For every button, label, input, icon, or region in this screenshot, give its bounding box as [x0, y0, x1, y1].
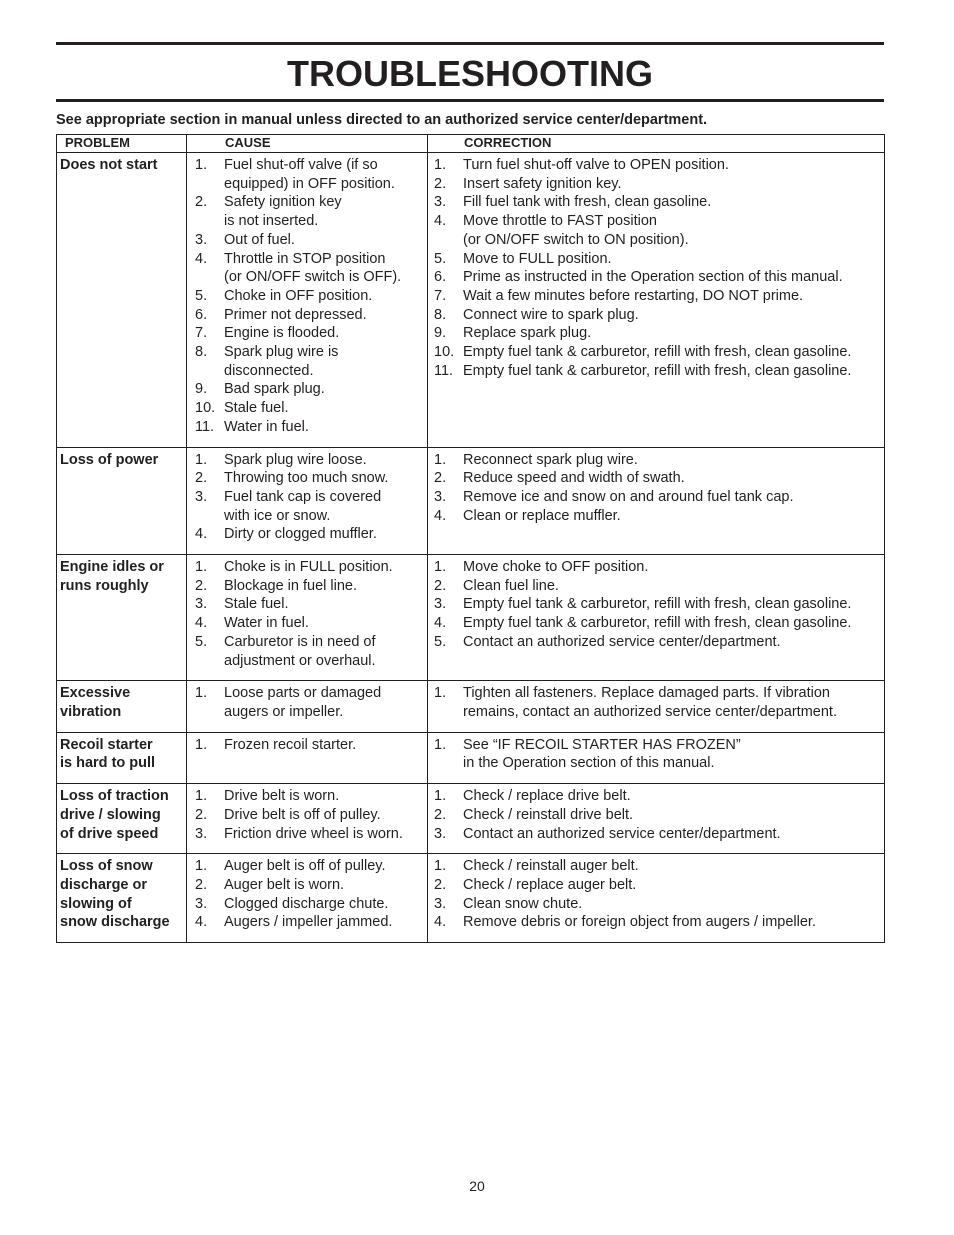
header-cause: CAUSE	[187, 135, 428, 153]
cause-text: Water in fuel.	[224, 418, 309, 435]
troubleshooting-table	[56, 134, 885, 943]
cause-text: Fuel shut-off valve (if so equipped) in OFF position.	[224, 157, 395, 192]
correction-text: Empty fuel tank & carburetor, refill with fresh, clean gasoline.	[463, 615, 852, 632]
problem-cell	[57, 681, 187, 732]
cause-text: Bad spark plug.	[224, 381, 325, 398]
cause-item	[195, 633, 425, 670]
correction-item	[434, 684, 882, 721]
cause-number: 3.	[195, 596, 208, 613]
correction-number: 2.	[434, 806, 447, 823]
correction-item	[434, 595, 882, 614]
correction-text: Turn fuel shut-off valve to OPEN position.	[463, 157, 729, 173]
correction-text: Remove debris or foreign object from augers / impeller.	[463, 914, 816, 931]
cause-item	[195, 913, 425, 932]
table-body	[57, 153, 885, 943]
correction-text: Fill fuel tank with fresh, clean gasoline.	[463, 194, 712, 211]
cause-item	[195, 825, 425, 844]
cause-item	[195, 380, 425, 399]
correction-item	[434, 250, 882, 269]
problem-label: Does not start	[60, 157, 158, 173]
correction-number: 8.	[434, 306, 447, 323]
cause-text: Carburetor is in need of adjustment or overhaul.	[224, 633, 376, 669]
correction-text: Replace spark plug.	[463, 325, 592, 342]
problem-cell	[57, 732, 187, 783]
page-number: 20	[469, 1178, 485, 1194]
problem-cell	[57, 153, 187, 448]
correction-item	[434, 469, 882, 488]
cause-text: Stale fuel.	[224, 400, 289, 417]
correction-item	[434, 343, 882, 362]
cause-item	[195, 193, 425, 230]
cause-number: 9.	[195, 381, 208, 398]
cause-item	[195, 595, 425, 614]
correction-number: 3.	[434, 596, 447, 613]
correction-text: See “IF RECOIL STARTER HAS FROZEN” in the Operation section of this manual.	[463, 736, 741, 772]
correction-item	[434, 787, 882, 806]
correction-text: Connect wire to spark plug.	[463, 306, 639, 323]
correction-item	[434, 175, 882, 194]
table-row	[57, 681, 885, 732]
cause-text: Drive belt is off of pulley.	[224, 806, 381, 823]
cause-cell	[187, 681, 428, 732]
correction-item	[434, 633, 882, 652]
cause-text: Fuel tank cap is covered with ice or snow.	[224, 488, 382, 524]
cause-item	[195, 876, 425, 895]
correction-cell	[428, 153, 885, 448]
cause-number: 2.	[195, 194, 208, 211]
cause-number: 4.	[195, 250, 208, 267]
cause-text: Dirty or clogged muffler.	[224, 526, 377, 543]
cause-number: 2.	[195, 806, 208, 823]
page-header	[56, 42, 884, 102]
correction-number: 1.	[434, 858, 447, 875]
correction-text: Clean fuel line.	[463, 577, 559, 594]
problem-label: Loss of traction drive / slowing of drive speed	[60, 788, 169, 842]
cause-number: 3.	[195, 488, 208, 505]
correction-text: Move to FULL position.	[463, 250, 612, 267]
cause-cell	[187, 447, 428, 555]
correction-number: 3.	[434, 895, 447, 912]
correction-number: 9.	[434, 325, 447, 342]
cause-cell	[187, 784, 428, 854]
cause-item	[195, 469, 425, 488]
correction-item	[434, 558, 882, 577]
correction-number: 5.	[434, 633, 447, 650]
correction-cell	[428, 681, 885, 732]
correction-item	[434, 212, 882, 249]
cause-item	[195, 418, 425, 437]
cause-text: Throttle in STOP position (or ON/OFF switch is OFF).	[224, 250, 402, 286]
correction-text: Clean or replace muffler.	[463, 507, 621, 524]
correction-number: 6.	[434, 269, 447, 286]
correction-item	[434, 324, 882, 343]
correction-text: Reconnect spark plug wire.	[463, 451, 638, 468]
cause-number: 5.	[195, 633, 208, 650]
correction-item	[434, 268, 882, 287]
problem-cell	[57, 854, 187, 943]
correction-item	[434, 614, 882, 633]
correction-text: Clean snow chute.	[463, 895, 583, 912]
correction-item	[434, 156, 882, 175]
problem-cell	[57, 447, 187, 555]
correction-item	[434, 193, 882, 212]
correction-item	[434, 306, 882, 325]
correction-cell	[428, 447, 885, 555]
cause-text: Engine is flooded.	[224, 325, 340, 342]
cause-item	[195, 451, 425, 470]
cause-number: 11.	[195, 418, 215, 435]
cause-number: 2.	[195, 876, 208, 893]
cause-item	[195, 857, 425, 876]
correction-text: Prime as instructed in the Operation section of this manual.	[463, 269, 843, 286]
cause-number: 1.	[195, 858, 208, 875]
cause-item	[195, 287, 425, 306]
cause-text: Choke in OFF position.	[224, 287, 373, 304]
cause-number: 3.	[195, 895, 208, 912]
problem-label: Loss of power	[60, 451, 159, 468]
correction-number: 10.	[434, 344, 455, 361]
cause-number: 1.	[195, 559, 208, 576]
correction-number: 1.	[434, 685, 447, 702]
cause-text: Out of fuel.	[224, 231, 295, 248]
correction-text: Wait a few minutes before restarting, DO NOT prime.	[463, 287, 804, 304]
correction-item	[434, 507, 882, 526]
cause-cell	[187, 854, 428, 943]
cause-number: 2.	[195, 577, 208, 594]
correction-text: Check / reinstall auger belt.	[463, 858, 639, 875]
table-row	[57, 153, 885, 448]
intro-text: See appropriate section in manual unless directed to an authorized service center/department.	[56, 112, 708, 128]
cause-text: Friction drive wheel is worn.	[224, 825, 403, 842]
table-row	[57, 447, 885, 555]
table-header-row	[57, 135, 885, 153]
correction-cell	[428, 732, 885, 783]
correction-text: Reduce speed and width of swath.	[463, 470, 685, 487]
problem-cell	[57, 555, 187, 681]
cause-text: Throwing too much snow.	[224, 470, 389, 487]
cause-item	[195, 577, 425, 596]
correction-number: 4.	[434, 615, 447, 632]
correction-number: 3.	[434, 488, 447, 505]
cause-number: 6.	[195, 306, 208, 323]
cause-number: 8.	[195, 344, 208, 361]
correction-text: Empty fuel tank & carburetor, refill with fresh, clean gasoline.	[463, 362, 852, 379]
correction-item	[434, 736, 882, 773]
correction-number: 1.	[434, 559, 447, 576]
cause-number: 1.	[195, 157, 208, 173]
page-title: TROUBLESHOOTING	[287, 53, 653, 94]
correction-number: 2.	[434, 175, 447, 192]
cause-number: 3.	[195, 231, 208, 248]
cause-item	[195, 806, 425, 825]
correction-text: Check / replace drive belt.	[463, 788, 631, 805]
correction-text: Empty fuel tank & carburetor, refill with fresh, clean gasoline.	[463, 596, 852, 613]
cause-item	[195, 558, 425, 577]
cause-item	[195, 399, 425, 418]
cause-item	[195, 156, 425, 193]
correction-text: Move throttle to FAST position (or ON/OFF switch to ON position).	[463, 213, 689, 248]
problem-label: Loss of snow discharge or slowing of snow discharge	[60, 858, 170, 931]
correction-number: 11.	[434, 362, 454, 379]
cause-text: Augers / impeller jammed.	[224, 914, 393, 931]
cause-text: Drive belt is worn.	[224, 788, 340, 805]
correction-number: 3.	[434, 825, 447, 842]
cause-text: Auger belt is worn.	[224, 876, 345, 893]
header-problem: PROBLEM	[57, 135, 187, 153]
correction-item	[434, 488, 882, 507]
correction-cell	[428, 555, 885, 681]
correction-text: Empty fuel tank & carburetor, refill with fresh, clean gasoline.	[463, 344, 852, 361]
correction-text: Remove ice and snow on and around fuel tank cap.	[463, 488, 794, 505]
correction-cell	[428, 784, 885, 854]
correction-item	[434, 876, 882, 895]
correction-text: Contact an authorized service center/department.	[463, 633, 781, 650]
cause-number: 1.	[195, 685, 208, 702]
cause-cell	[187, 732, 428, 783]
cause-item	[195, 488, 425, 525]
correction-item	[434, 806, 882, 825]
correction-number: 5.	[434, 250, 447, 267]
correction-number: 7.	[434, 287, 447, 304]
cause-number: 4.	[195, 615, 208, 632]
correction-number: 1.	[434, 736, 447, 753]
correction-item	[434, 287, 882, 306]
correction-text: Insert safety ignition key.	[463, 175, 622, 192]
table-row	[57, 732, 885, 783]
cause-text: Water in fuel.	[224, 615, 309, 632]
cause-text: Choke is in FULL position.	[224, 559, 393, 576]
cause-text: Safety ignition key is not inserted.	[224, 194, 342, 230]
correction-number: 4.	[434, 213, 447, 230]
cause-item	[195, 614, 425, 633]
cause-number: 7.	[195, 325, 208, 342]
cause-cell	[187, 153, 428, 448]
cause-item	[195, 306, 425, 325]
correction-item	[434, 825, 882, 844]
cause-text: Primer not depressed.	[224, 306, 367, 323]
correction-number: 3.	[434, 194, 447, 211]
correction-item	[434, 362, 882, 381]
correction-item	[434, 577, 882, 596]
cause-number: 1.	[195, 736, 208, 753]
correction-item	[434, 857, 882, 876]
header-correction: CORRECTION	[428, 135, 885, 153]
correction-text: Check / reinstall drive belt.	[463, 806, 634, 823]
correction-number: 2.	[434, 470, 447, 487]
correction-number: 4.	[434, 507, 447, 524]
cause-item	[195, 787, 425, 806]
cause-cell	[187, 555, 428, 681]
cause-text: Blockage in fuel line.	[224, 577, 357, 594]
correction-text: Tighten all fasteners. Replace damaged parts. If vibration remains, contact an authorized service center/department.	[463, 685, 837, 720]
cause-item	[195, 250, 425, 287]
cause-item	[195, 736, 425, 755]
cause-number: 4.	[195, 526, 208, 543]
correction-text: Contact an authorized service center/department.	[463, 825, 781, 842]
table-row	[57, 784, 885, 854]
cause-number: 10.	[195, 400, 216, 417]
cause-text: Frozen recoil starter.	[224, 736, 357, 753]
cause-item	[195, 231, 425, 250]
cause-number: 1.	[195, 451, 208, 468]
correction-number: 1.	[434, 451, 447, 468]
cause-number: 2.	[195, 470, 208, 487]
cause-number: 4.	[195, 914, 208, 931]
correction-text: Check / replace auger belt.	[463, 876, 637, 893]
cause-text: Loose parts or damaged augers or impeller.	[224, 685, 382, 720]
cause-item	[195, 324, 425, 343]
cause-text: Spark plug wire loose.	[224, 451, 367, 468]
correction-item	[434, 913, 882, 932]
correction-number: 1.	[434, 788, 447, 805]
correction-number: 2.	[434, 577, 447, 594]
table-row	[57, 854, 885, 943]
cause-text: Auger belt is off of pulley.	[224, 858, 386, 875]
cause-item	[195, 684, 425, 721]
cause-number: 5.	[195, 287, 208, 304]
cause-number: 1.	[195, 788, 208, 805]
problem-cell	[57, 784, 187, 854]
cause-number: 3.	[195, 825, 208, 842]
cause-item	[195, 895, 425, 914]
correction-item	[434, 895, 882, 914]
table-row	[57, 555, 885, 681]
cause-text: Stale fuel.	[224, 596, 289, 613]
correction-number: 4.	[434, 914, 447, 931]
problem-label: Engine idles or runs roughly	[60, 559, 164, 594]
correction-cell	[428, 854, 885, 943]
cause-item	[195, 343, 425, 380]
correction-number: 1.	[434, 157, 447, 173]
cause-text: Spark plug wire is disconnected.	[224, 344, 339, 379]
correction-text: Move choke to OFF position.	[463, 559, 649, 576]
cause-text: Clogged discharge chute.	[224, 895, 389, 912]
correction-item	[434, 451, 882, 470]
correction-number: 2.	[434, 876, 447, 893]
problem-label: Recoil starter is hard to pull	[60, 736, 156, 772]
cause-item	[195, 525, 425, 544]
problem-label: Excessive vibration	[60, 685, 131, 720]
